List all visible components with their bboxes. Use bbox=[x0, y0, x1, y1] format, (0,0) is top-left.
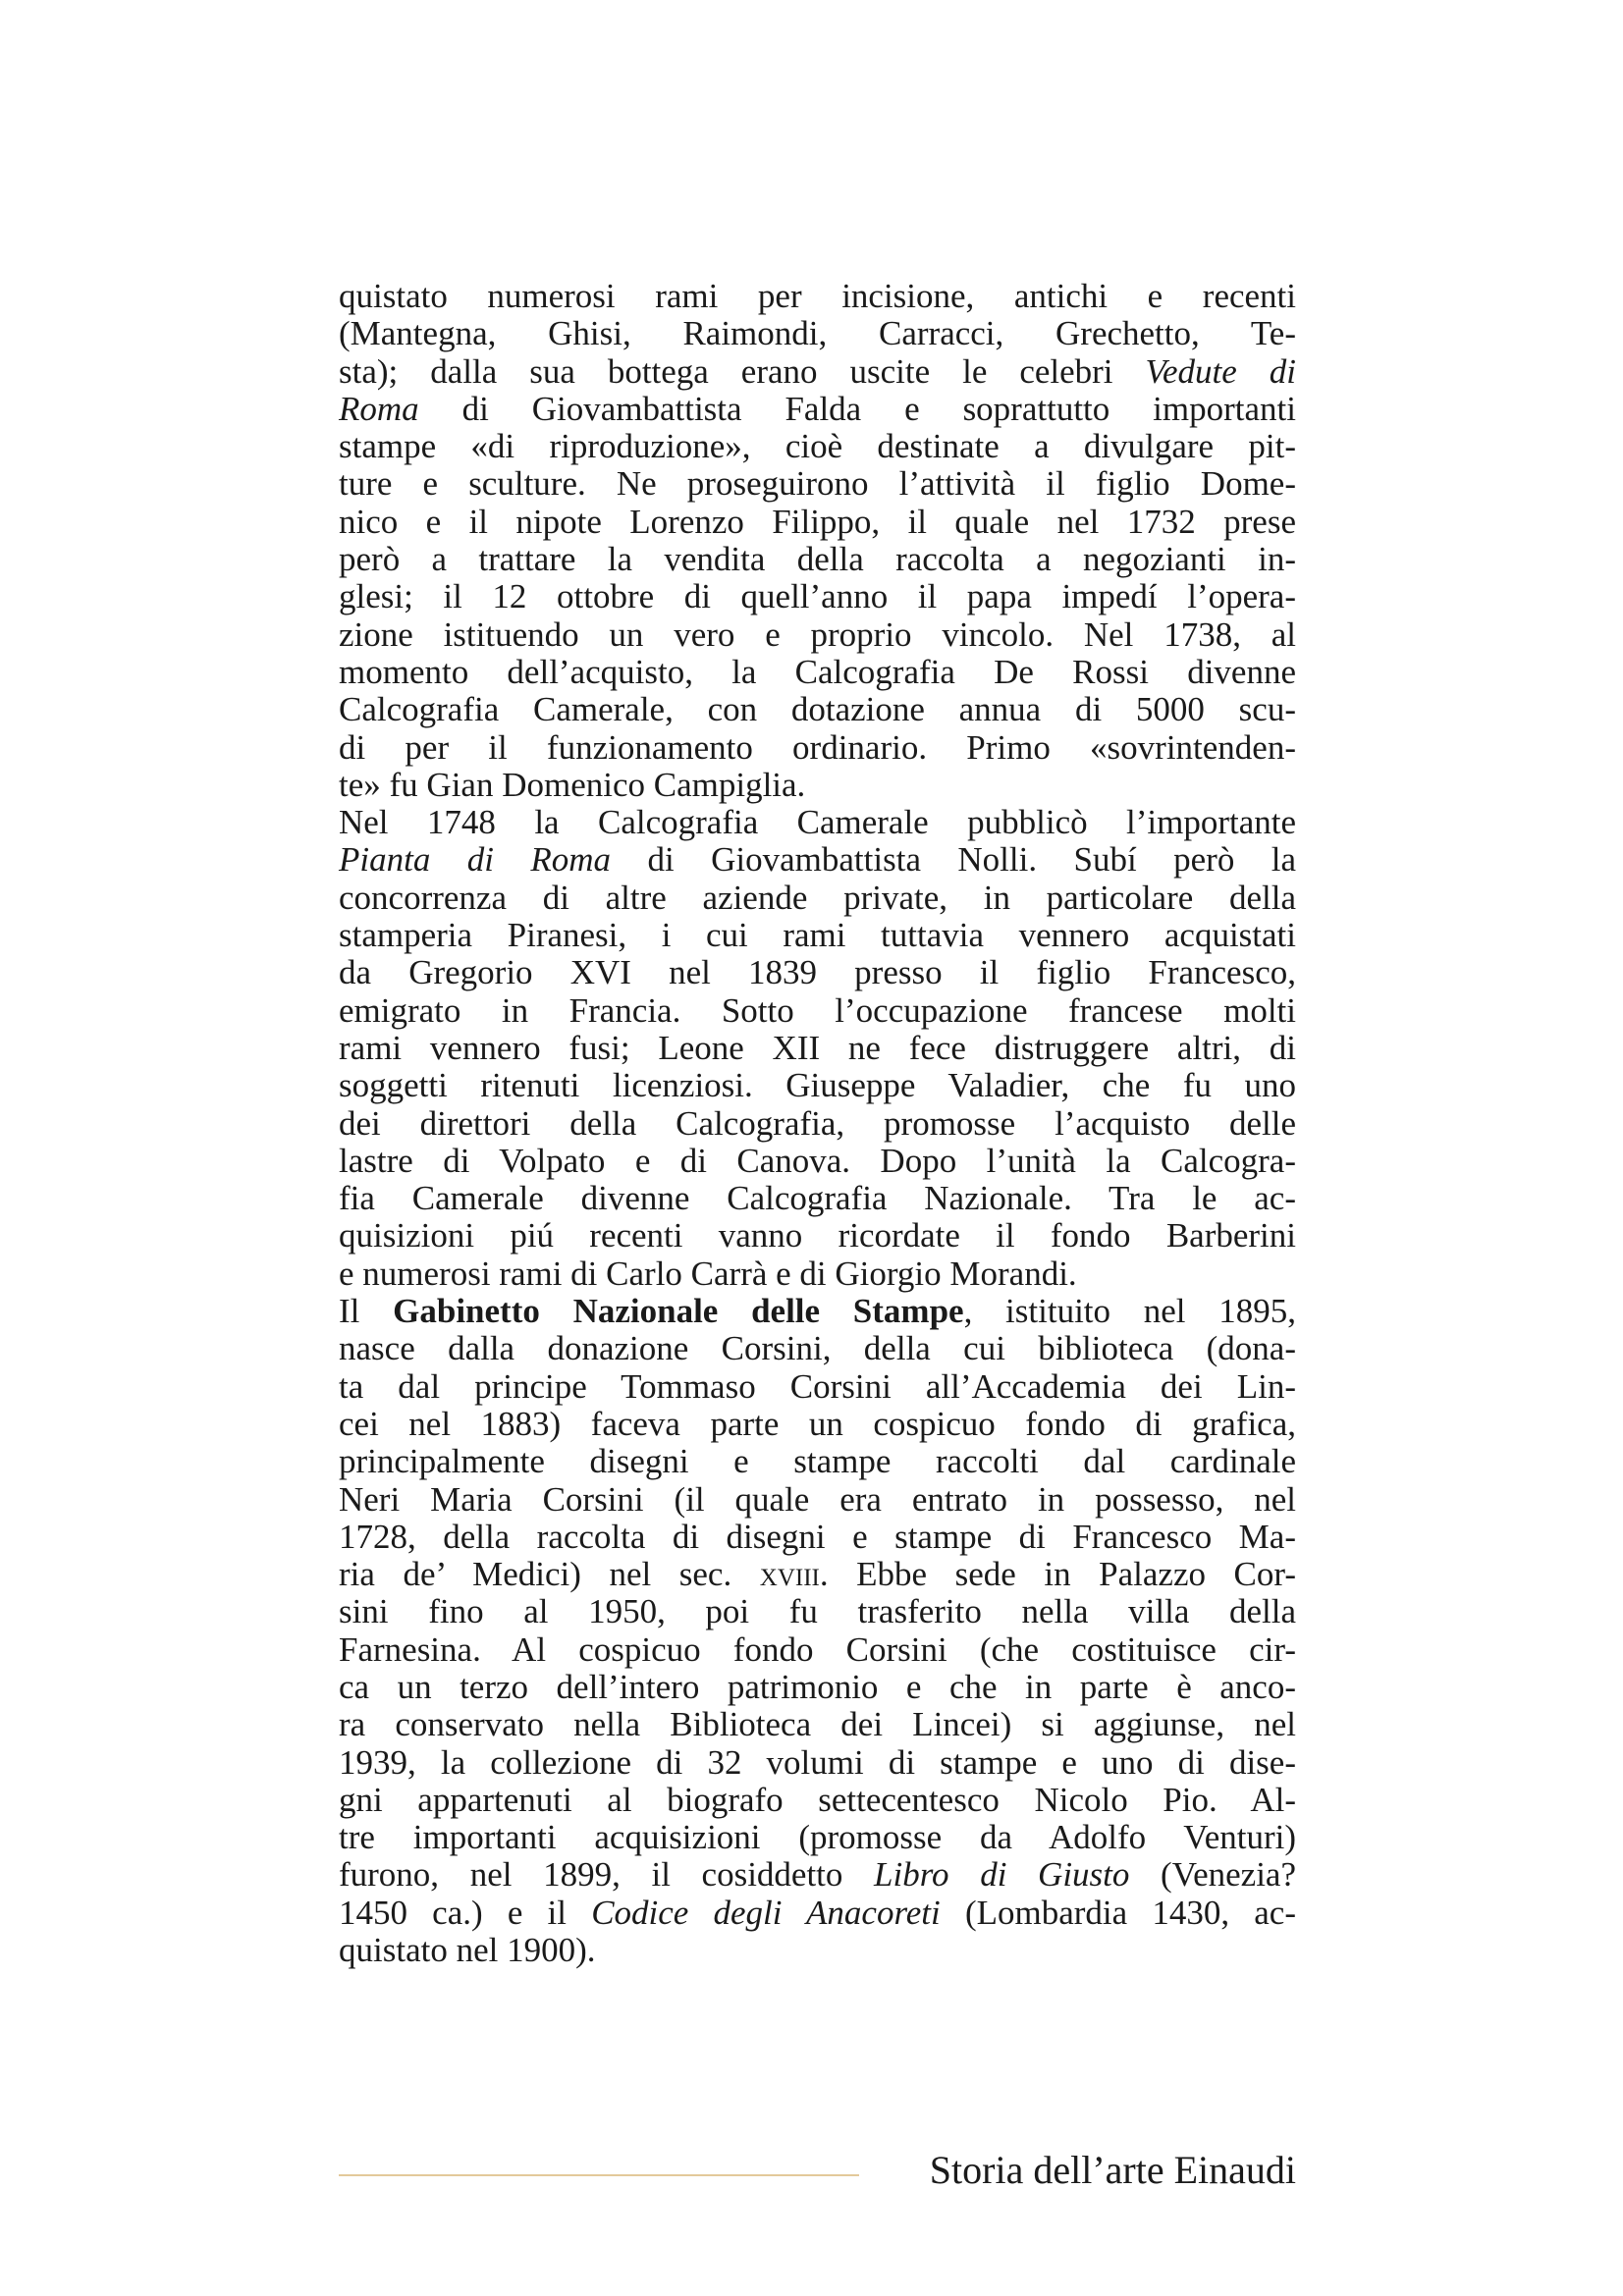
text-run: Il bbox=[339, 1292, 394, 1331]
body-text bbox=[339, 278, 1296, 1969]
text-run: Neri Maria Corsini (il quale era entrato in possesso, nel bbox=[339, 1479, 1296, 1519]
text-run: fia Camerale divenne Calcografia Nazionale. Tra le ac- bbox=[339, 1179, 1296, 1218]
text-line bbox=[339, 1293, 1296, 1330]
italic-title: Libro di Giusto bbox=[874, 1855, 1130, 1895]
text-run: quistato nel 1900). bbox=[339, 1931, 596, 1970]
text-run: (Mantegna, Ghisi, Raimondi, Carracci, Grechetto, Te- bbox=[339, 314, 1296, 353]
text-line bbox=[339, 1143, 1296, 1180]
text-line bbox=[339, 353, 1296, 391]
text-run: di per il funzionamento ordinario. Primo «sovrintenden- bbox=[339, 727, 1296, 767]
text-line bbox=[339, 1255, 1296, 1293]
text-line bbox=[339, 767, 1296, 804]
text-line bbox=[339, 1330, 1296, 1367]
text-line bbox=[339, 616, 1296, 654]
text-line bbox=[339, 1180, 1296, 1217]
text-run: ra conservato nella Biblioteca dei Lincei) si aggiunse, nel bbox=[339, 1705, 1296, 1744]
text-line bbox=[339, 1519, 1296, 1556]
text-run: Calcografia Camerale, con dotazione annua di 5000 scu- bbox=[339, 690, 1296, 729]
text-line bbox=[339, 1067, 1296, 1104]
text-line bbox=[339, 1932, 1296, 1969]
text-run: , istituito nel 1895, bbox=[963, 1292, 1296, 1331]
text-line bbox=[339, 1481, 1296, 1519]
text-line bbox=[339, 1217, 1296, 1255]
text-line bbox=[339, 917, 1296, 954]
text-line bbox=[339, 654, 1296, 691]
text-line bbox=[339, 1744, 1296, 1782]
text-run: e numerosi rami di Carlo Carrà e di Giorgio Morandi. bbox=[339, 1254, 1077, 1293]
text-line bbox=[339, 954, 1296, 991]
text-line bbox=[339, 504, 1296, 541]
text-line bbox=[339, 1556, 1296, 1593]
text-line bbox=[339, 278, 1296, 315]
text-run: quistato numerosi rami per incisione, antichi e recenti bbox=[339, 277, 1296, 315]
text-run: ria de’ Medici) nel sec. bbox=[339, 1555, 760, 1594]
text-line bbox=[339, 578, 1296, 615]
text-run: 1450 ca.) e il bbox=[339, 1893, 592, 1932]
text-line bbox=[339, 992, 1296, 1030]
text-line bbox=[339, 1669, 1296, 1706]
text-run: sta); dalla sua bottega erano uscite le celebri bbox=[339, 351, 1146, 391]
text-line bbox=[339, 1856, 1296, 1894]
text-line bbox=[339, 1895, 1296, 1932]
italic-title: Codice degli Anacoreti bbox=[591, 1893, 941, 1932]
text-run: ture e sculture. Ne proseguirono l’attività il figlio Dome- bbox=[339, 464, 1296, 504]
text-run: 1939, la collezione di 32 volumi di stampe e uno di dise- bbox=[339, 1742, 1296, 1782]
text-run: 1728, della raccolta di disegni e stampe di Francesco Ma- bbox=[339, 1517, 1296, 1556]
text-run: ta dal principe Tommaso Corsini all’Accademia dei Lin- bbox=[339, 1366, 1296, 1406]
text-line bbox=[339, 1631, 1296, 1669]
text-run: (Lombardia 1430, ac- bbox=[940, 1893, 1296, 1932]
text-run: rami vennero fusi; Leone XII ne fece distruggere altri, di bbox=[339, 1028, 1296, 1067]
text-run: Farnesina. Al cospicuo fondo Corsini (che costituisce cir- bbox=[339, 1629, 1296, 1669]
text-line bbox=[339, 1368, 1296, 1406]
text-run: zione istituendo un vero e proprio vincolo. Nel 1738, al bbox=[339, 614, 1296, 654]
text-run: emigrato in Francia. Sotto l’occupazione francese molti bbox=[339, 990, 1296, 1030]
text-run: gni appartenuti al biografo settecentesco Nicolo Pio. Al- bbox=[339, 1780, 1296, 1819]
text-run: dei direttori della Calcografia, promosse l’acquisto delle bbox=[339, 1103, 1296, 1143]
text-line bbox=[339, 465, 1296, 503]
text-run: soggetti ritenuti licenziosi. Giuseppe Valadier, che fu uno bbox=[339, 1066, 1296, 1105]
text-run: . Ebbe sede in Palazzo Cor- bbox=[819, 1555, 1296, 1594]
text-run: Nel 1748 la Calcografia Camerale pubblicò l’importante bbox=[339, 803, 1296, 842]
italic-title: Roma bbox=[339, 389, 419, 428]
italic-title: Pianta di Roma bbox=[339, 840, 612, 880]
text-run: glesi; il 12 ottobre di quell’anno il papa impedí l’opera- bbox=[339, 577, 1296, 616]
text-run: concorrenza di altre aziende private, in particolare della bbox=[339, 878, 1296, 917]
text-run: però a trattare la vendita della raccolta a negozianti in- bbox=[339, 540, 1296, 579]
text-line bbox=[339, 691, 1296, 728]
text-run: quisizioni piú recenti vanno ricordate il fondo Barberini bbox=[339, 1216, 1296, 1255]
text-line bbox=[339, 841, 1296, 879]
text-run: tre importanti acquisizioni (promosse da Adolfo Venturi) bbox=[339, 1818, 1296, 1857]
text-run: lastre di Volpato e di Canova. Dopo l’unità la Calcogra- bbox=[339, 1141, 1296, 1180]
text-line bbox=[339, 391, 1296, 428]
text-run: da Gregorio XVI nel 1839 presso il figlio Francesco, bbox=[339, 953, 1296, 992]
text-line bbox=[339, 1593, 1296, 1630]
text-line bbox=[339, 880, 1296, 917]
text-line bbox=[339, 541, 1296, 578]
text-line bbox=[339, 804, 1296, 841]
footer-rule bbox=[339, 2174, 859, 2176]
text-line bbox=[339, 1030, 1296, 1067]
text-run: furono, nel 1899, il cosiddetto bbox=[339, 1855, 875, 1895]
italic-title: Vedute di bbox=[1145, 351, 1296, 391]
text-run: ca un terzo dell’intero patrimonio e che in parte è anco- bbox=[339, 1667, 1296, 1706]
text-run: (Venezia? bbox=[1129, 1855, 1296, 1895]
text-run: di Giovambattista Nolli. Subí però la bbox=[611, 840, 1296, 880]
small-caps-numeral: xviii bbox=[759, 1555, 820, 1594]
text-line bbox=[339, 1706, 1296, 1743]
text-run: te» fu Gian Domenico Campiglia. bbox=[339, 765, 806, 804]
text-line bbox=[339, 428, 1296, 465]
footer-title: Storia dell’arte Einaudi bbox=[929, 2148, 1296, 2192]
text-run: momento dell’acquisto, la Calcografia De Rossi divenne bbox=[339, 652, 1296, 691]
text-run: nasce dalla donazione Corsini, della cui biblioteca (dona- bbox=[339, 1329, 1296, 1368]
text-line bbox=[339, 729, 1296, 767]
text-run: nico e il nipote Lorenzo Filippo, il quale nel 1732 prese bbox=[339, 502, 1296, 541]
text-run: stampe «di riproduzione», cioè destinate a divulgare pit- bbox=[339, 427, 1296, 466]
text-run: cei nel 1883) faceva parte un cospicuo fondo di grafica, bbox=[339, 1404, 1296, 1443]
text-run: di Giovambattista Falda e soprattutto importanti bbox=[418, 389, 1296, 428]
text-line bbox=[339, 1782, 1296, 1819]
text-run: principalmente disegni e stampe raccolti dal cardinale bbox=[339, 1442, 1296, 1481]
text-line bbox=[339, 1819, 1296, 1856]
text-run: sini fino al 1950, poi fu trasferito nella villa della bbox=[339, 1592, 1296, 1631]
text-line bbox=[339, 1443, 1296, 1480]
text-line bbox=[339, 315, 1296, 352]
text-line bbox=[339, 1105, 1296, 1143]
text-run: stamperia Piranesi, i cui rami tuttavia vennero acquistati bbox=[339, 916, 1296, 955]
bold-term: Gabinetto Nazionale delle Stampe bbox=[393, 1292, 964, 1331]
text-line bbox=[339, 1406, 1296, 1443]
